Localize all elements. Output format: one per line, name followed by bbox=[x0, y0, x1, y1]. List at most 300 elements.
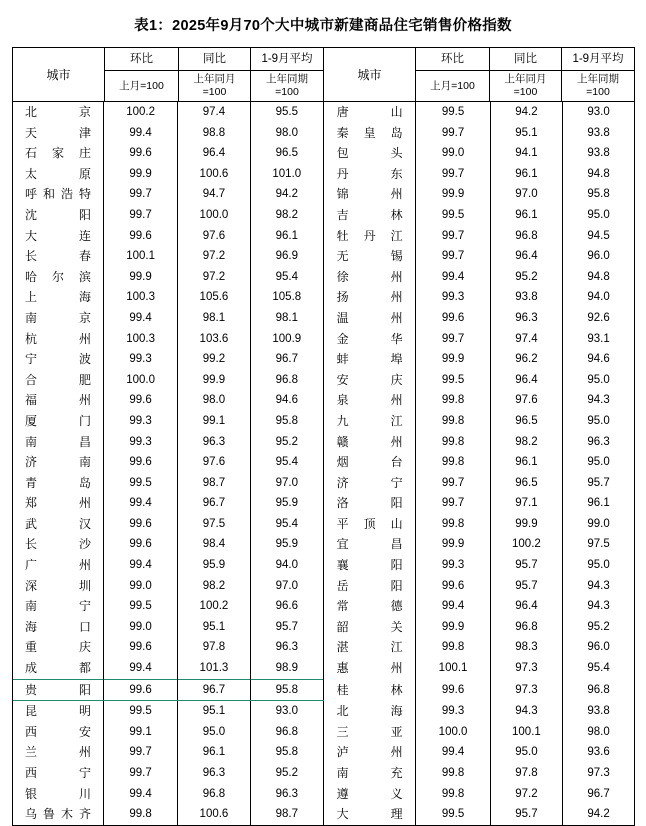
cell-city-left bbox=[13, 722, 103, 743]
cell-avg-left: 98.7 bbox=[250, 804, 323, 825]
cell-yoy-right: 94.2 bbox=[490, 102, 562, 123]
table-row bbox=[13, 617, 634, 638]
cell-mom-left: 99.3 bbox=[103, 411, 177, 432]
table-row bbox=[13, 370, 634, 391]
cell-yoy-left: 97.4 bbox=[178, 102, 250, 123]
city-name: 襄 阳 bbox=[336, 558, 403, 573]
cell-city-right bbox=[323, 658, 415, 679]
cell-mom-left: 99.6 bbox=[103, 679, 177, 701]
city-name: 北 京 bbox=[24, 105, 91, 119]
cell-mom-right: 99.9 bbox=[416, 349, 490, 370]
cell-yoy-right: 97.8 bbox=[490, 763, 562, 784]
cell-avg-right: 94.8 bbox=[563, 164, 634, 185]
cell-city-right bbox=[323, 493, 415, 514]
cell-city-right bbox=[323, 102, 415, 123]
cell-yoy-left: 99.2 bbox=[178, 349, 250, 370]
cell-yoy-right: 96.1 bbox=[490, 205, 562, 226]
cell-mom-left: 99.4 bbox=[103, 784, 177, 805]
cell-city-right bbox=[323, 390, 415, 411]
cell-city-left bbox=[13, 123, 103, 144]
table-row bbox=[13, 164, 634, 185]
city-name: 唐 山 bbox=[336, 105, 403, 119]
city-name: 福 州 bbox=[24, 393, 91, 408]
cell-yoy-left: 98.0 bbox=[178, 390, 250, 411]
city-name: 南 昌 bbox=[24, 434, 91, 449]
table-row bbox=[13, 555, 634, 576]
cell-mom-left: 99.9 bbox=[103, 164, 177, 185]
cell-avg-right: 95.0 bbox=[563, 452, 634, 473]
cell-city-right bbox=[323, 701, 415, 722]
city-name: 赣 州 bbox=[336, 434, 403, 449]
cell-yoy-left: 98.8 bbox=[178, 123, 250, 144]
cell-mom-left: 99.6 bbox=[103, 390, 177, 411]
cell-avg-left: 98.0 bbox=[250, 123, 323, 144]
cell-mom-left: 99.5 bbox=[103, 473, 177, 494]
cell-avg-left: 96.3 bbox=[250, 784, 323, 805]
cell-city-right bbox=[323, 473, 415, 494]
cell-yoy-right: 97.0 bbox=[490, 184, 562, 205]
city-name: 金 华 bbox=[336, 331, 403, 346]
cell-avg-left: 94.0 bbox=[250, 555, 323, 576]
city-name: 大 理 bbox=[336, 807, 403, 822]
city-name: 厦 门 bbox=[24, 413, 91, 428]
city-name: 西 安 bbox=[24, 724, 91, 739]
cell-avg-left: 95.2 bbox=[250, 432, 323, 453]
cell-city-left bbox=[13, 349, 103, 370]
header-row-group bbox=[13, 48, 635, 71]
city-name: 银 川 bbox=[24, 786, 91, 801]
cell-city-right bbox=[323, 804, 415, 825]
cell-yoy-right: 97.3 bbox=[490, 679, 562, 701]
cell-yoy-left: 94.7 bbox=[178, 184, 250, 205]
cell-yoy-right: 95.7 bbox=[490, 804, 562, 825]
city-name: 长 春 bbox=[24, 249, 91, 264]
cell-mom-right: 99.5 bbox=[416, 804, 490, 825]
cell-city-right bbox=[323, 452, 415, 473]
table-body bbox=[13, 102, 635, 826]
cell-city-left bbox=[13, 370, 103, 391]
cell-mom-left: 100.0 bbox=[103, 370, 177, 391]
cell-city-left bbox=[13, 452, 103, 473]
cell-mom-left: 100.3 bbox=[103, 329, 177, 350]
cell-city-left bbox=[13, 164, 103, 185]
cell-avg-left: 95.5 bbox=[250, 102, 323, 123]
cell-avg-right: 95.0 bbox=[563, 205, 634, 226]
city-name: 桂 林 bbox=[336, 682, 403, 697]
city-name: 大 连 bbox=[24, 228, 91, 243]
cell-avg-left: 94.2 bbox=[250, 184, 323, 205]
cell-yoy-right: 95.1 bbox=[490, 123, 562, 144]
cell-avg-left: 97.0 bbox=[250, 473, 323, 494]
cell-mom-right: 99.3 bbox=[416, 701, 490, 722]
table-row bbox=[13, 184, 634, 205]
city-name: 石 家 庄 bbox=[24, 146, 91, 161]
cell-mom-right: 99.9 bbox=[416, 184, 490, 205]
city-name: 九 江 bbox=[336, 413, 403, 428]
cell-city-left bbox=[13, 432, 103, 453]
header-sub-avg-left-line1: 上年同期 bbox=[266, 73, 308, 85]
table-row bbox=[13, 287, 634, 308]
cell-mom-right: 99.8 bbox=[416, 411, 490, 432]
cell-mom-right: 99.8 bbox=[416, 514, 490, 535]
table-row bbox=[13, 102, 634, 123]
cell-city-right bbox=[323, 329, 415, 350]
cell-city-right bbox=[323, 226, 415, 247]
cell-city-right bbox=[323, 287, 415, 308]
cell-avg-right: 93.8 bbox=[563, 143, 634, 164]
cell-yoy-right: 98.3 bbox=[490, 637, 562, 658]
cell-yoy-right: 96.8 bbox=[490, 617, 562, 638]
table-row bbox=[13, 349, 634, 370]
cell-yoy-right: 96.3 bbox=[490, 308, 562, 329]
city-name: 扬 州 bbox=[336, 290, 403, 305]
cell-city-left bbox=[13, 473, 103, 494]
cell-city-left bbox=[13, 763, 103, 784]
cell-city-right bbox=[323, 184, 415, 205]
cell-city-left bbox=[13, 679, 103, 701]
city-name: 泉 州 bbox=[336, 393, 403, 408]
table-row bbox=[13, 658, 634, 679]
cell-mom-right: 99.7 bbox=[416, 473, 490, 494]
header-sub-yoy-right-line1: 上年同月 bbox=[504, 73, 547, 85]
data-rows-table bbox=[13, 102, 634, 825]
cell-avg-left: 95.8 bbox=[250, 411, 323, 432]
cell-avg-left: 101.0 bbox=[250, 164, 323, 185]
cell-yoy-left: 95.0 bbox=[178, 722, 250, 743]
cell-yoy-left: 98.4 bbox=[178, 534, 250, 555]
city-name: 成 都 bbox=[24, 661, 91, 676]
cell-yoy-left: 95.1 bbox=[178, 701, 250, 722]
header-sub-avg-right-line2: =100 bbox=[586, 86, 610, 98]
city-name: 徐 州 bbox=[336, 269, 403, 284]
cell-city-right bbox=[323, 534, 415, 555]
table-row bbox=[13, 679, 634, 701]
cell-city-right bbox=[323, 514, 415, 535]
city-name: 三 亚 bbox=[336, 724, 403, 739]
cell-mom-right: 99.3 bbox=[416, 555, 490, 576]
cell-avg-right: 95.0 bbox=[563, 411, 634, 432]
header-group-avg-left: 1-9月平均 bbox=[251, 48, 324, 71]
city-name: 济 南 bbox=[24, 455, 91, 470]
cell-mom-left: 99.5 bbox=[103, 596, 177, 617]
city-name: 遵 义 bbox=[336, 786, 403, 801]
cell-avg-right: 95.4 bbox=[563, 658, 634, 679]
city-name: 牡 丹 江 bbox=[336, 228, 403, 243]
cell-mom-left: 99.7 bbox=[103, 184, 177, 205]
cell-avg-left: 97.0 bbox=[250, 576, 323, 597]
price-index-table bbox=[12, 47, 635, 826]
city-name: 惠 州 bbox=[336, 661, 403, 676]
cell-yoy-right: 99.9 bbox=[490, 514, 562, 535]
cell-yoy-right: 96.8 bbox=[490, 226, 562, 247]
cell-yoy-right: 95.2 bbox=[490, 267, 562, 288]
cell-yoy-left: 96.4 bbox=[178, 143, 250, 164]
city-name: 昆 明 bbox=[24, 704, 91, 719]
cell-mom-left: 99.6 bbox=[103, 514, 177, 535]
city-name: 武 汉 bbox=[24, 516, 91, 531]
cell-yoy-left: 100.0 bbox=[178, 205, 250, 226]
city-name: 秦 皇 岛 bbox=[336, 125, 403, 140]
cell-yoy-left: 101.3 bbox=[178, 658, 250, 679]
cell-yoy-right: 96.5 bbox=[490, 473, 562, 494]
cell-city-right bbox=[323, 246, 415, 267]
cell-city-right bbox=[323, 784, 415, 805]
cell-mom-right: 99.0 bbox=[416, 143, 490, 164]
cell-yoy-left: 95.9 bbox=[178, 555, 250, 576]
cell-avg-left: 96.9 bbox=[250, 246, 323, 267]
cell-yoy-left: 96.1 bbox=[178, 742, 250, 763]
cell-city-left bbox=[13, 493, 103, 514]
cell-avg-right: 96.0 bbox=[563, 637, 634, 658]
cell-mom-left: 99.6 bbox=[103, 637, 177, 658]
cell-city-left bbox=[13, 555, 103, 576]
cell-avg-right: 95.0 bbox=[563, 370, 634, 391]
header-group-avg-right: 1-9月平均 bbox=[562, 48, 635, 71]
header-city-left: 城市 bbox=[13, 48, 105, 102]
cell-avg-right: 94.5 bbox=[563, 226, 634, 247]
cell-avg-right: 94.3 bbox=[563, 390, 634, 411]
cell-avg-right: 99.0 bbox=[563, 514, 634, 535]
cell-avg-left: 95.9 bbox=[250, 534, 323, 555]
cell-mom-right: 99.3 bbox=[416, 287, 490, 308]
city-name: 沈 阳 bbox=[24, 207, 91, 222]
cell-yoy-right: 96.2 bbox=[490, 349, 562, 370]
city-name: 青 岛 bbox=[24, 475, 91, 490]
cell-yoy-right: 96.1 bbox=[490, 452, 562, 473]
cell-city-right bbox=[323, 742, 415, 763]
cell-city-right bbox=[323, 370, 415, 391]
cell-yoy-left: 99.1 bbox=[178, 411, 250, 432]
cell-city-left bbox=[13, 742, 103, 763]
city-name: 南 宁 bbox=[24, 599, 91, 614]
cell-city-left bbox=[13, 390, 103, 411]
cell-yoy-left: 98.7 bbox=[178, 473, 250, 494]
cell-city-right bbox=[323, 763, 415, 784]
city-name: 无 锡 bbox=[336, 249, 403, 264]
cell-city-right bbox=[323, 308, 415, 329]
table-row bbox=[13, 596, 634, 617]
cell-yoy-left: 100.6 bbox=[178, 804, 250, 825]
cell-avg-right: 95.8 bbox=[563, 184, 634, 205]
cell-yoy-left: 100.6 bbox=[178, 164, 250, 185]
cell-mom-right: 99.5 bbox=[416, 370, 490, 391]
cell-mom-right: 99.6 bbox=[416, 308, 490, 329]
cell-city-right bbox=[323, 349, 415, 370]
header-sub-avg-right-line1: 上年同期 bbox=[577, 73, 619, 85]
cell-avg-left: 98.2 bbox=[250, 205, 323, 226]
cell-city-right bbox=[323, 679, 415, 701]
cell-avg-right: 98.0 bbox=[563, 722, 634, 743]
cell-avg-left: 95.2 bbox=[250, 763, 323, 784]
cell-mom-left: 100.1 bbox=[103, 246, 177, 267]
header-sub-yoy-left-line1: 上年同月 bbox=[193, 73, 236, 85]
header-group-mom-right: 环比 bbox=[416, 48, 490, 71]
city-name: 南 京 bbox=[24, 310, 91, 325]
table-row bbox=[13, 804, 634, 825]
cell-mom-left: 99.4 bbox=[103, 493, 177, 514]
cell-mom-right: 99.6 bbox=[416, 679, 490, 701]
header-sub-yoy-right bbox=[490, 71, 562, 102]
cell-yoy-right: 96.4 bbox=[490, 246, 562, 267]
cell-city-right bbox=[323, 123, 415, 144]
cell-city-left bbox=[13, 329, 103, 350]
city-name: 平 顶 山 bbox=[336, 516, 403, 531]
cell-yoy-right: 96.5 bbox=[490, 411, 562, 432]
city-name: 郑 州 bbox=[24, 496, 91, 511]
cell-city-right bbox=[323, 637, 415, 658]
cell-city-left bbox=[13, 534, 103, 555]
cell-avg-left: 96.8 bbox=[250, 370, 323, 391]
table-row bbox=[13, 390, 634, 411]
city-name: 丹 东 bbox=[336, 166, 403, 181]
city-name: 兰 州 bbox=[24, 745, 91, 760]
table-row bbox=[13, 452, 634, 473]
cell-yoy-left: 99.9 bbox=[178, 370, 250, 391]
cell-city-left bbox=[13, 184, 103, 205]
header-sub-mom-left-text: 上月=100 bbox=[119, 79, 164, 92]
city-name: 合 肥 bbox=[24, 372, 91, 387]
cell-yoy-left: 100.2 bbox=[178, 596, 250, 617]
cell-mom-right: 99.4 bbox=[416, 267, 490, 288]
city-name: 天 津 bbox=[24, 125, 91, 140]
cell-city-left bbox=[13, 804, 103, 825]
cell-yoy-left: 98.1 bbox=[178, 308, 250, 329]
cell-yoy-left: 97.2 bbox=[178, 267, 250, 288]
cell-avg-right: 96.1 bbox=[563, 493, 634, 514]
table-row bbox=[13, 246, 634, 267]
table-row bbox=[13, 576, 634, 597]
cell-city-right bbox=[323, 722, 415, 743]
cell-mom-right: 99.8 bbox=[416, 763, 490, 784]
cell-yoy-left: 105.6 bbox=[178, 287, 250, 308]
cell-mom-left: 99.4 bbox=[103, 658, 177, 679]
cell-mom-left: 99.8 bbox=[103, 804, 177, 825]
city-name: 岳 阳 bbox=[336, 578, 403, 593]
header-sub-avg-right bbox=[562, 71, 635, 102]
cell-yoy-left: 97.6 bbox=[178, 226, 250, 247]
table-row bbox=[13, 722, 634, 743]
table-row bbox=[13, 637, 634, 658]
cell-city-left bbox=[13, 637, 103, 658]
cell-city-right bbox=[323, 143, 415, 164]
table-row bbox=[13, 514, 634, 535]
header-sub-avg-left-line2: =100 bbox=[275, 86, 299, 98]
cell-avg-right: 96.7 bbox=[563, 784, 634, 805]
cell-city-left bbox=[13, 617, 103, 638]
cell-yoy-left: 95.1 bbox=[178, 617, 250, 638]
cell-avg-left: 95.4 bbox=[250, 514, 323, 535]
cell-mom-right: 99.8 bbox=[416, 784, 490, 805]
cell-mom-right: 99.8 bbox=[416, 637, 490, 658]
city-name: 南 充 bbox=[336, 766, 403, 780]
cell-mom-right: 99.8 bbox=[416, 432, 490, 453]
cell-yoy-left: 97.6 bbox=[178, 452, 250, 473]
cell-mom-right: 99.5 bbox=[416, 102, 490, 123]
city-name: 呼和浩特 bbox=[24, 187, 91, 202]
cell-yoy-right: 96.1 bbox=[490, 164, 562, 185]
city-name: 包 头 bbox=[336, 146, 403, 161]
cell-yoy-right: 93.8 bbox=[490, 287, 562, 308]
cell-avg-left: 95.8 bbox=[250, 742, 323, 763]
city-name: 烟 台 bbox=[336, 455, 403, 470]
cell-mom-right: 99.6 bbox=[416, 576, 490, 597]
cell-city-left bbox=[13, 102, 103, 123]
cell-mom-left: 99.4 bbox=[103, 123, 177, 144]
page-title: 表1：2025年9月70个大中城市新建商品住宅销售价格指数 bbox=[134, 18, 512, 34]
cell-yoy-left: 98.2 bbox=[178, 576, 250, 597]
cell-yoy-right: 96.4 bbox=[490, 370, 562, 391]
cell-mom-right: 99.9 bbox=[416, 534, 490, 555]
table-row bbox=[13, 411, 634, 432]
cell-mom-left: 99.6 bbox=[103, 534, 177, 555]
cell-mom-left: 99.7 bbox=[103, 205, 177, 226]
cell-city-left bbox=[13, 205, 103, 226]
cell-yoy-right: 95.7 bbox=[490, 576, 562, 597]
cell-yoy-left: 103.6 bbox=[178, 329, 250, 350]
cell-mom-left: 99.4 bbox=[103, 555, 177, 576]
table-row bbox=[13, 267, 634, 288]
cell-avg-left: 96.3 bbox=[250, 637, 323, 658]
cell-city-left bbox=[13, 246, 103, 267]
cell-avg-right: 96.8 bbox=[563, 679, 634, 701]
header-group-yoy-left: 同比 bbox=[179, 48, 251, 71]
cell-yoy-right: 100.1 bbox=[490, 722, 562, 743]
cell-avg-right: 94.3 bbox=[563, 576, 634, 597]
cell-avg-right: 97.5 bbox=[563, 534, 634, 555]
header-group-mom-left: 环比 bbox=[105, 48, 179, 71]
cell-avg-left: 95.7 bbox=[250, 617, 323, 638]
cell-yoy-left: 96.3 bbox=[178, 763, 250, 784]
cell-yoy-right: 97.4 bbox=[490, 329, 562, 350]
cell-avg-left: 96.7 bbox=[250, 349, 323, 370]
cell-avg-right: 93.8 bbox=[563, 701, 634, 722]
cell-avg-left: 95.4 bbox=[250, 452, 323, 473]
city-name: 宜 昌 bbox=[336, 537, 403, 552]
cell-mom-left: 99.9 bbox=[103, 267, 177, 288]
cell-avg-right: 95.2 bbox=[563, 617, 634, 638]
cell-mom-left: 99.7 bbox=[103, 763, 177, 784]
cell-avg-left: 96.1 bbox=[250, 226, 323, 247]
table-row bbox=[13, 123, 634, 144]
city-name: 蚌 埠 bbox=[336, 352, 403, 367]
city-name: 西 宁 bbox=[24, 766, 91, 780]
table-body-cell bbox=[13, 102, 635, 826]
cell-yoy-left: 96.7 bbox=[178, 493, 250, 514]
cell-city-right bbox=[323, 555, 415, 576]
cell-avg-right: 93.1 bbox=[563, 329, 634, 350]
cell-city-left bbox=[13, 658, 103, 679]
city-name: 安 庆 bbox=[336, 372, 403, 387]
table-row bbox=[13, 534, 634, 555]
cell-avg-left: 95.4 bbox=[250, 267, 323, 288]
cell-avg-left: 96.8 bbox=[250, 722, 323, 743]
header-sub-yoy-left-line2: =100 bbox=[202, 86, 227, 98]
cell-mom-left: 99.0 bbox=[103, 576, 177, 597]
city-name: 泸 州 bbox=[336, 745, 403, 760]
cell-yoy-right: 97.1 bbox=[490, 493, 562, 514]
cell-mom-right: 99.8 bbox=[416, 452, 490, 473]
cell-city-right bbox=[323, 205, 415, 226]
table-row bbox=[13, 784, 634, 805]
city-name: 重 庆 bbox=[24, 640, 91, 655]
cell-city-right bbox=[323, 432, 415, 453]
cell-yoy-right: 97.2 bbox=[490, 784, 562, 805]
city-name: 哈 尔 滨 bbox=[24, 269, 91, 284]
cell-avg-right: 94.2 bbox=[563, 804, 634, 825]
city-name: 温 州 bbox=[336, 310, 403, 325]
header-sub-yoy-right-line2: =100 bbox=[513, 86, 538, 98]
cell-avg-right: 94.3 bbox=[563, 596, 634, 617]
